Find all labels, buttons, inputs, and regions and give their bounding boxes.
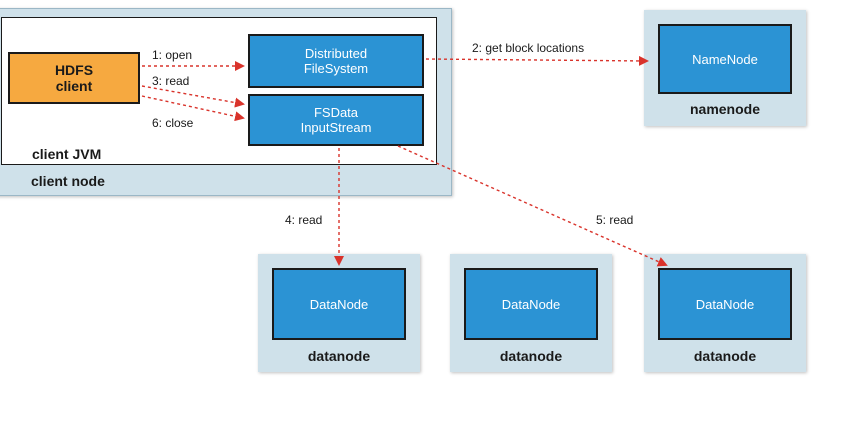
label-get-block-locations: 2: get block locations [472, 41, 585, 55]
arrow-get-block-locations [426, 59, 647, 61]
label-close: 6: close [152, 116, 194, 130]
arrow-read-client [142, 86, 243, 104]
label-read-datanode-1: 4: read [285, 213, 323, 227]
namenode-caption: namenode [689, 101, 760, 117]
namenode-box: NameNode [658, 24, 792, 94]
datanode-1-caption: datanode [307, 348, 371, 364]
arrow-close [142, 96, 243, 118]
datanode-2-box: DataNode [464, 268, 598, 340]
datanode-1-box: DataNode [272, 268, 406, 340]
fsdata-inputstream-box: FSData InputStream [248, 94, 424, 146]
distributed-filesystem-box: Distributed FileSystem [248, 34, 424, 88]
label-read-datanode-3: 5: read [596, 213, 634, 227]
datanode-3-box: DataNode [658, 268, 792, 340]
client-jvm-caption: client JVM [32, 146, 102, 162]
label-open: 1: open [152, 48, 193, 62]
label-read-client: 3: read [152, 74, 190, 88]
arrow-read-datanode-3 [398, 146, 666, 265]
hdfs-client-box: HDFS client [8, 52, 140, 104]
datanode-3-caption: datanode [693, 348, 757, 364]
client-node-caption: client node [31, 173, 105, 189]
datanode-2-caption: datanode [499, 348, 563, 364]
